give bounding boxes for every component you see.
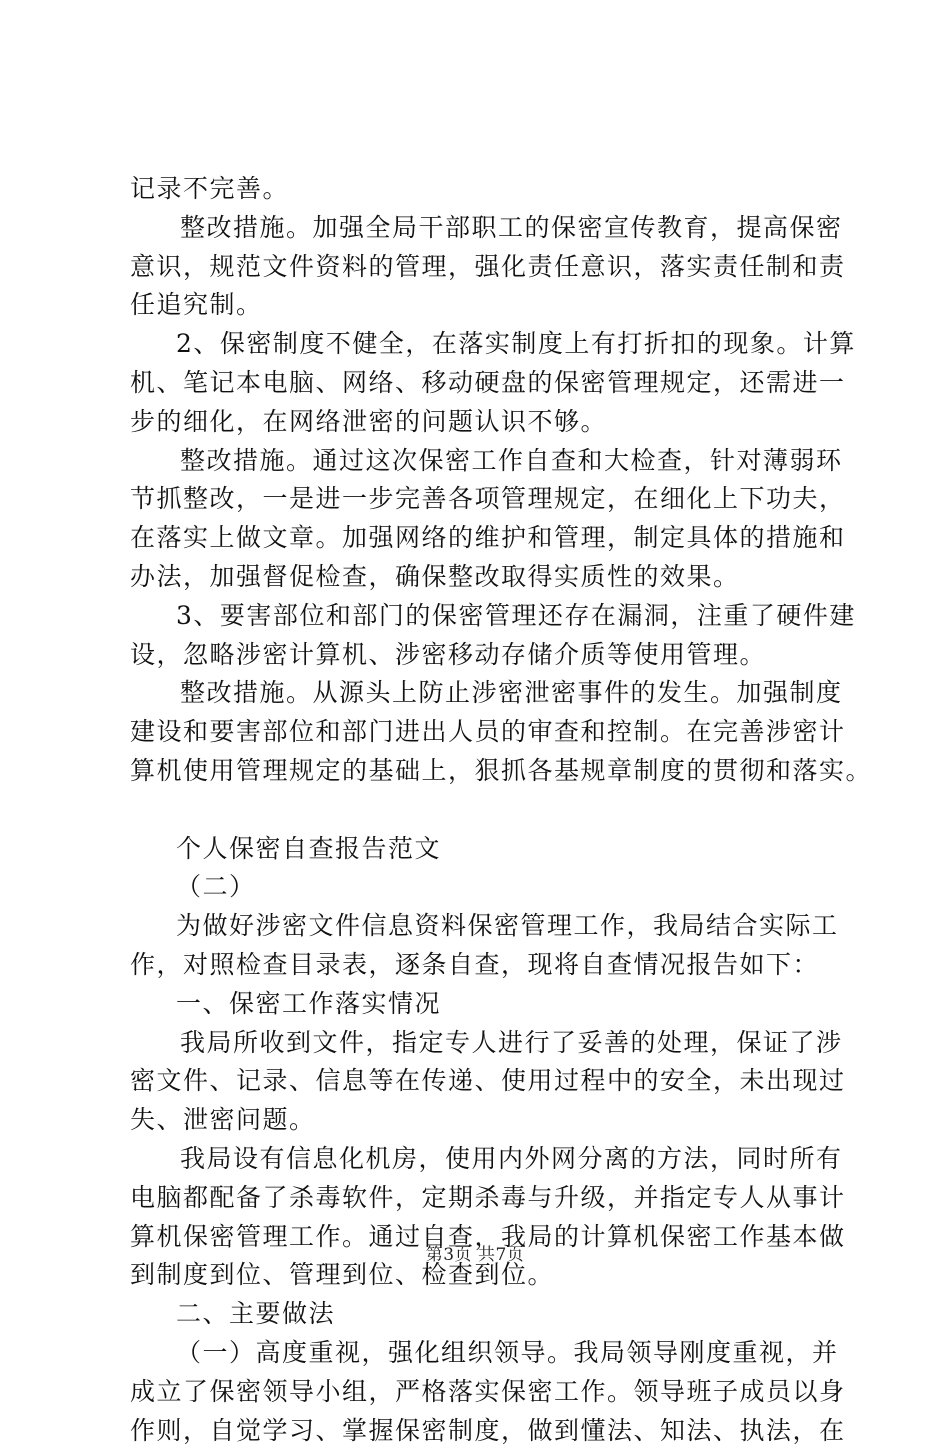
text-line: 作则，自觉学习、掌握保密制度，做到懂法、知法、执法，在 [130,1412,830,1450]
text-line: 我局设有信息化机房，使用内外网分离的方法，同时所有 [130,1140,830,1179]
text-line: 算机保密管理工作。通过自查，我局的计算机保密工作基本做 [130,1218,830,1257]
section-heading: 一、保密工作落实情况 [130,985,830,1024]
page-number-footer: 第3页 共7页 [0,1240,950,1265]
section-heading: 二、主要做法 [130,1295,830,1334]
text-line: 成立了保密领导小组，严格落实保密工作。领导班子成员以身 [130,1373,830,1412]
text-line: 3、要害部位和部门的保密管理还存在漏洞，注重了硬件建 [130,597,830,636]
blank-line [130,791,830,830]
text-line: 到制度到位、管理到位、检查到位。 [130,1256,830,1295]
text-line: 意识，规范文件资料的管理，强化责任意识，落实责任制和责 [130,248,830,287]
text-line: 为做好涉密文件信息资料保密管理工作，我局结合实际工 [130,907,830,946]
text-line: 设，忽略涉密计算机、涉密移动存储介质等使用管理。 [130,636,830,675]
text-line: 算机使用管理规定的基础上，狠抓各基规章制度的贯彻和落实。 [130,752,830,791]
text-line: 记录不完善。 [130,170,830,209]
text-line: 2、保密制度不健全，在落实制度上有打折扣的现象。计算 [130,325,830,364]
text-line: 整改措施。从源头上防止涉密泄密事件的发生。加强制度 [130,674,830,713]
text-line: 作，对照检查目录表，逐条自查，现将自查情况报告如下： [130,946,830,985]
text-line: 建设和要害部位和部门进出人员的审查和控制。在完善涉密计 [130,713,830,752]
text-line: 在落实上做文章。加强网络的维护和管理，制定具体的措施和 [130,519,830,558]
section-subtitle: （二） [130,868,830,907]
text-line: 整改措施。加强全局干部职工的保密宣传教育，提高保密 [130,209,830,248]
text-line: （一）高度重视，强化组织领导。我局领导刚度重视，并 [130,1334,830,1373]
text-line: 失、泄密问题。 [130,1101,830,1140]
text-line: 整改措施。通过这次保密工作自查和大检查，针对薄弱环 [130,442,830,481]
text-line: 密文件、记录、信息等在传递、使用过程中的安全，未出现过 [130,1062,830,1101]
text-line: 机、笔记本电脑、网络、移动硬盘的保密管理规定，还需进一 [130,364,830,403]
text-line: 电脑都配备了杀毒软件，定期杀毒与升级，并指定专人从事计 [130,1179,830,1218]
text-line: 办法，加强督促检查，确保整改取得实质性的效果。 [130,558,830,597]
text-line: 步的细化，在网络泄密的问题认识不够。 [130,403,830,442]
text-line: 任追究制。 [130,286,830,325]
text-line: 我局所收到文件，指定专人进行了妥善的处理，保证了涉 [130,1024,830,1063]
text-line: 节抓整改，一是进一步完善各项管理规定，在细化上下功夫， [130,480,830,519]
section-title: 个人保密自查报告范文 [130,830,830,869]
